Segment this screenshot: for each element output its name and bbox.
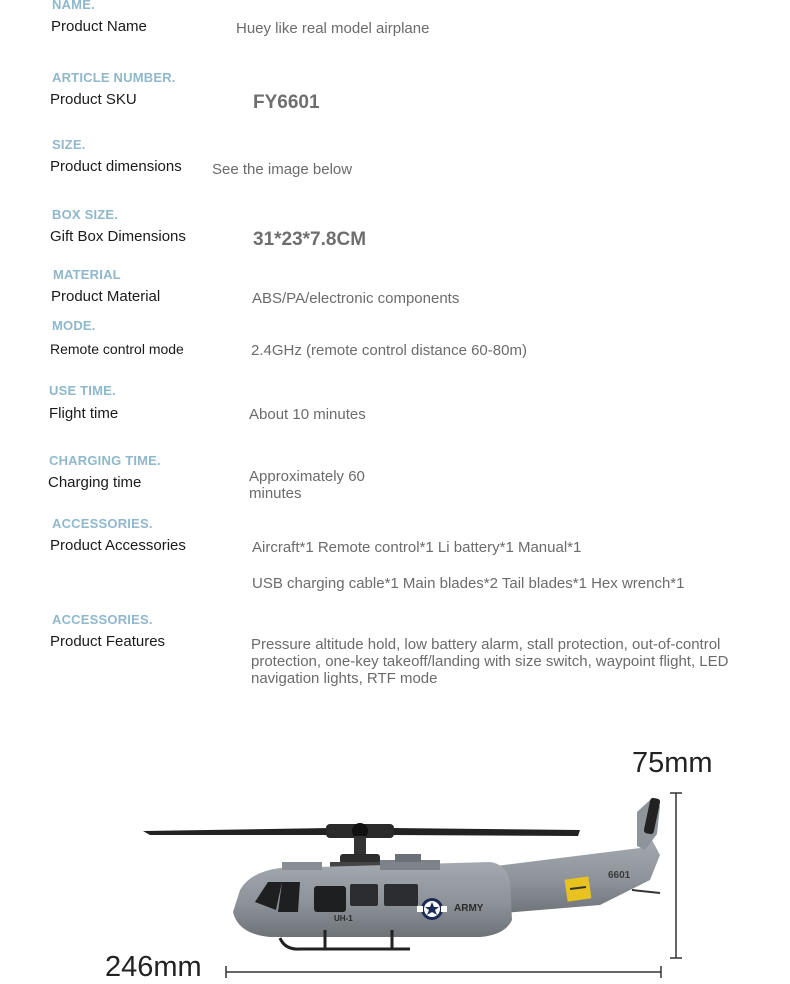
spec-value-features-line2: protection, one-key takeoff/landing with size switch, waypoint flight, LED bbox=[251, 653, 729, 670]
spec-tag-name: NAME. bbox=[52, 0, 95, 12]
spec-label-product-dimensions: Product dimensions bbox=[50, 158, 182, 175]
spec-label-gift-box-dimensions: Gift Box Dimensions bbox=[50, 228, 186, 245]
spec-value-accessories-line1: Aircraft*1 Remote control*1 Li battery*1 Manual*1 bbox=[252, 539, 582, 556]
spec-tag-accessories-features: ACCESSORIES. bbox=[52, 612, 153, 627]
spec-tag-mode: MODE. bbox=[52, 318, 96, 333]
spec-label-product-accessories: Product Accessories bbox=[50, 537, 186, 554]
length-dimension-label: 246mm bbox=[105, 951, 202, 983]
spec-value-features-line1: Pressure altitude hold, low battery alarm, stall protection, out-of-control bbox=[251, 636, 721, 653]
spec-label-product-sku: Product SKU bbox=[50, 91, 137, 108]
spec-value-charging-time-line1: Approximately 60 bbox=[249, 468, 365, 485]
spec-value-features-line3: navigation lights, RTF mode bbox=[251, 670, 438, 687]
spec-value-product-sku: FY6601 bbox=[253, 92, 320, 113]
spec-tag-size: SIZE. bbox=[52, 137, 86, 152]
spec-tag-article-number: ARTICLE NUMBER. bbox=[52, 70, 176, 85]
spec-tag-accessories: ACCESSORIES. bbox=[52, 516, 153, 531]
spec-tag-box-size: BOX SIZE. bbox=[52, 207, 119, 222]
spec-tag-charging-time: CHARGING TIME. bbox=[49, 453, 161, 468]
height-dimension-line bbox=[670, 793, 682, 958]
main-rotor bbox=[143, 823, 580, 868]
spec-tag-use-time: USE TIME. bbox=[49, 383, 116, 398]
spec-label-charging-time: Charging time bbox=[48, 474, 142, 491]
spec-label-product-features: Product Features bbox=[50, 633, 166, 650]
spec-value-remote-control-mode: 2.4GHz (remote control distance 60-80m) bbox=[251, 342, 527, 359]
height-dimension-label: 75mm bbox=[632, 747, 713, 779]
spec-value-accessories-line2: USB charging cable*1 Main blades*2 Tail blades*1 Hex wrench*1 bbox=[252, 575, 685, 592]
length-dimension-line bbox=[226, 966, 661, 978]
fuselage bbox=[233, 854, 512, 937]
nose-text: UH-1 bbox=[334, 914, 353, 923]
spec-label-remote-control-mode: Remote control mode bbox=[50, 341, 184, 357]
tail-number: 6601 bbox=[608, 870, 631, 881]
spec-value-product-name: Huey like real model airplane bbox=[236, 20, 430, 37]
spec-value-charging-time-line2: minutes bbox=[249, 485, 302, 502]
spec-value-product-material: ABS/PA/electronic components bbox=[252, 290, 460, 307]
spec-value-flight-time: About 10 minutes bbox=[249, 406, 366, 423]
spec-value-product-dimensions: See the image below bbox=[212, 161, 353, 178]
spec-tag-material: MATERIAL bbox=[53, 267, 121, 282]
spec-label-flight-time: Flight time bbox=[49, 405, 119, 422]
spec-label-product-name: Product Name bbox=[51, 18, 147, 35]
army-text: ARMY bbox=[454, 903, 484, 914]
spec-label-product-material: Product Material bbox=[51, 288, 161, 305]
spec-value-gift-box-dimensions: 31*23*7.8CM bbox=[253, 229, 367, 250]
